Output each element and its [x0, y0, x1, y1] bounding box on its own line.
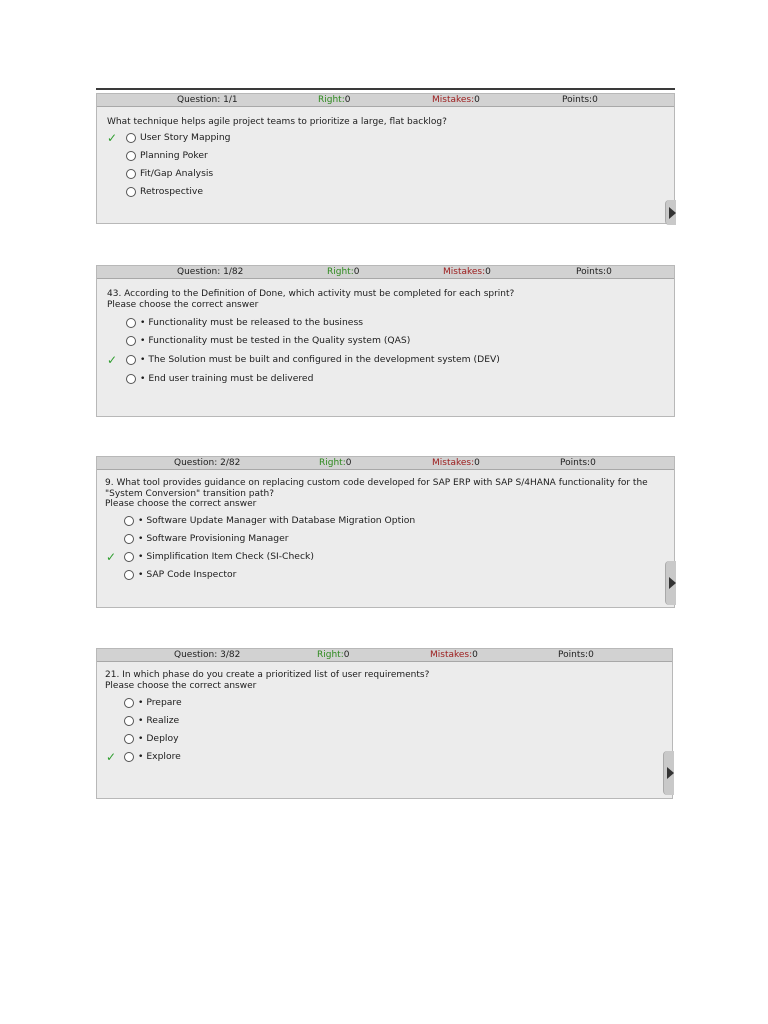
- option-label: • Prepare: [138, 697, 182, 708]
- right-count: [327, 266, 359, 278]
- points-value: 0: [588, 650, 594, 660]
- radio-button[interactable]: [126, 187, 136, 197]
- right-value: 0: [353, 267, 360, 277]
- play-arrow-icon: [669, 207, 676, 219]
- quiz-panel-1: [96, 93, 675, 224]
- option-label: • Functionality must be tested in the Quality system (QAS): [140, 335, 411, 346]
- points-value: 0: [606, 267, 612, 277]
- quiz-panel-2: [96, 265, 675, 417]
- radio-button[interactable]: [126, 374, 136, 384]
- next-button[interactable]: [663, 751, 674, 795]
- mistakes-label: Mistakes:: [432, 458, 475, 468]
- right-label: Right:: [318, 95, 345, 105]
- radio-button[interactable]: [124, 516, 134, 526]
- points-value: 0: [592, 95, 598, 105]
- mistakes-label: Mistakes:: [430, 650, 473, 660]
- radio-button[interactable]: [126, 169, 136, 179]
- mistakes-value: 0: [474, 458, 480, 468]
- points-label: Points:: [562, 95, 593, 105]
- mistakes-value: 0: [485, 267, 491, 277]
- play-arrow-icon: [667, 767, 674, 779]
- question-counter: Question: 1/82: [177, 267, 244, 277]
- right-label: Right:: [327, 267, 354, 277]
- question-text: [107, 117, 447, 128]
- question-line: 9. What tool provides guidance on replacing custom code developed for SAP ERP with SAP S/4HANA functionality for the: [105, 478, 648, 488]
- mistakes-value: 0: [472, 650, 478, 660]
- right-count: [318, 94, 350, 106]
- radio-button[interactable]: [126, 151, 136, 161]
- page-top-rule: [96, 88, 675, 90]
- option-label: • Deploy: [138, 733, 179, 744]
- option-label: • Explore: [138, 751, 181, 762]
- question-counter: Question: 2/82: [174, 458, 241, 468]
- option-label: • The Solution must be built and configured in the development system (DEV): [140, 354, 500, 365]
- right-label: Right:: [319, 458, 346, 468]
- right-value: 0: [344, 95, 351, 105]
- right-value: 0: [345, 458, 352, 468]
- quiz-header: [97, 649, 672, 662]
- option-label: • Software Update Manager with Database Migration Option: [138, 515, 416, 526]
- mistakes-label: Mistakes:: [443, 267, 486, 277]
- radio-button[interactable]: [124, 570, 134, 580]
- radio-button[interactable]: [124, 552, 134, 562]
- quiz-header: [97, 266, 674, 279]
- option-label: • Realize: [138, 715, 180, 726]
- mistakes-count: [443, 266, 491, 278]
- question-line: 43. According to the Definition of Done, which activity must be completed for each sprint?: [107, 289, 515, 299]
- points-value: 0: [590, 458, 596, 468]
- option-label: • Software Provisioning Manager: [138, 533, 289, 544]
- option-label: • Functionality must be released to the business: [140, 317, 364, 328]
- question-text: [107, 289, 514, 310]
- quiz-panel-4: [96, 648, 673, 799]
- play-arrow-icon: [669, 577, 676, 589]
- question-text: [105, 670, 429, 691]
- option-label: • SAP Code Inspector: [138, 569, 237, 580]
- radio-button[interactable]: [126, 133, 136, 143]
- quiz-header: [97, 457, 674, 470]
- right-count: [319, 457, 351, 469]
- next-button[interactable]: [665, 561, 676, 605]
- checkmark-icon: ✓: [106, 750, 117, 764]
- mistakes-value: 0: [474, 95, 480, 105]
- radio-button[interactable]: [124, 534, 134, 544]
- points-label: Points:: [558, 650, 589, 660]
- points-label: Points:: [560, 458, 591, 468]
- question-line: "System Conversion" transition path?: [105, 488, 274, 499]
- quiz-header: [97, 94, 674, 107]
- checkmark-icon: ✓: [106, 550, 117, 564]
- radio-button[interactable]: [124, 716, 134, 726]
- quiz-panel-3: [96, 456, 675, 608]
- question-line: 21. In which phase do you create a prioritized list of user requirements?: [105, 670, 430, 680]
- mistakes-label: Mistakes:: [432, 95, 475, 105]
- question-line: Please choose the correct answer: [107, 299, 259, 310]
- points-label: Points:: [576, 267, 607, 277]
- points-count: [562, 94, 598, 106]
- mistakes-count: [430, 649, 478, 661]
- question-line: Please choose the correct answer: [105, 680, 257, 691]
- option-label: Planning Poker: [140, 150, 208, 161]
- next-button[interactable]: [665, 200, 676, 225]
- radio-button[interactable]: [124, 698, 134, 708]
- points-count: [560, 457, 596, 469]
- option-label: User Story Mapping: [140, 132, 231, 143]
- radio-button[interactable]: [126, 355, 136, 365]
- question-text: [105, 478, 648, 510]
- radio-button[interactable]: [126, 318, 136, 328]
- right-count: [317, 649, 349, 661]
- question-counter: Question: 1/1: [177, 95, 238, 105]
- points-count: [576, 266, 612, 278]
- checkmark-icon: ✓: [107, 131, 118, 145]
- points-count: [558, 649, 594, 661]
- radio-button[interactable]: [124, 752, 134, 762]
- mistakes-count: [432, 94, 480, 106]
- radio-button[interactable]: [124, 734, 134, 744]
- question-line: What technique helps agile project teams to prioritize a large, flat backlog?: [107, 117, 447, 127]
- question-line: Please choose the correct answer: [105, 499, 257, 509]
- question-counter: Question: 3/82: [174, 650, 241, 660]
- checkmark-icon: ✓: [107, 353, 118, 367]
- option-label: • Simplification Item Check (SI-Check): [138, 551, 314, 562]
- option-label: • End user training must be delivered: [140, 373, 314, 384]
- right-value: 0: [343, 650, 350, 660]
- option-label: Fit/Gap Analysis: [140, 168, 214, 179]
- option-label: Retrospective: [140, 186, 203, 197]
- radio-button[interactable]: [126, 336, 136, 346]
- mistakes-count: [432, 457, 480, 469]
- right-label: Right:: [317, 650, 344, 660]
